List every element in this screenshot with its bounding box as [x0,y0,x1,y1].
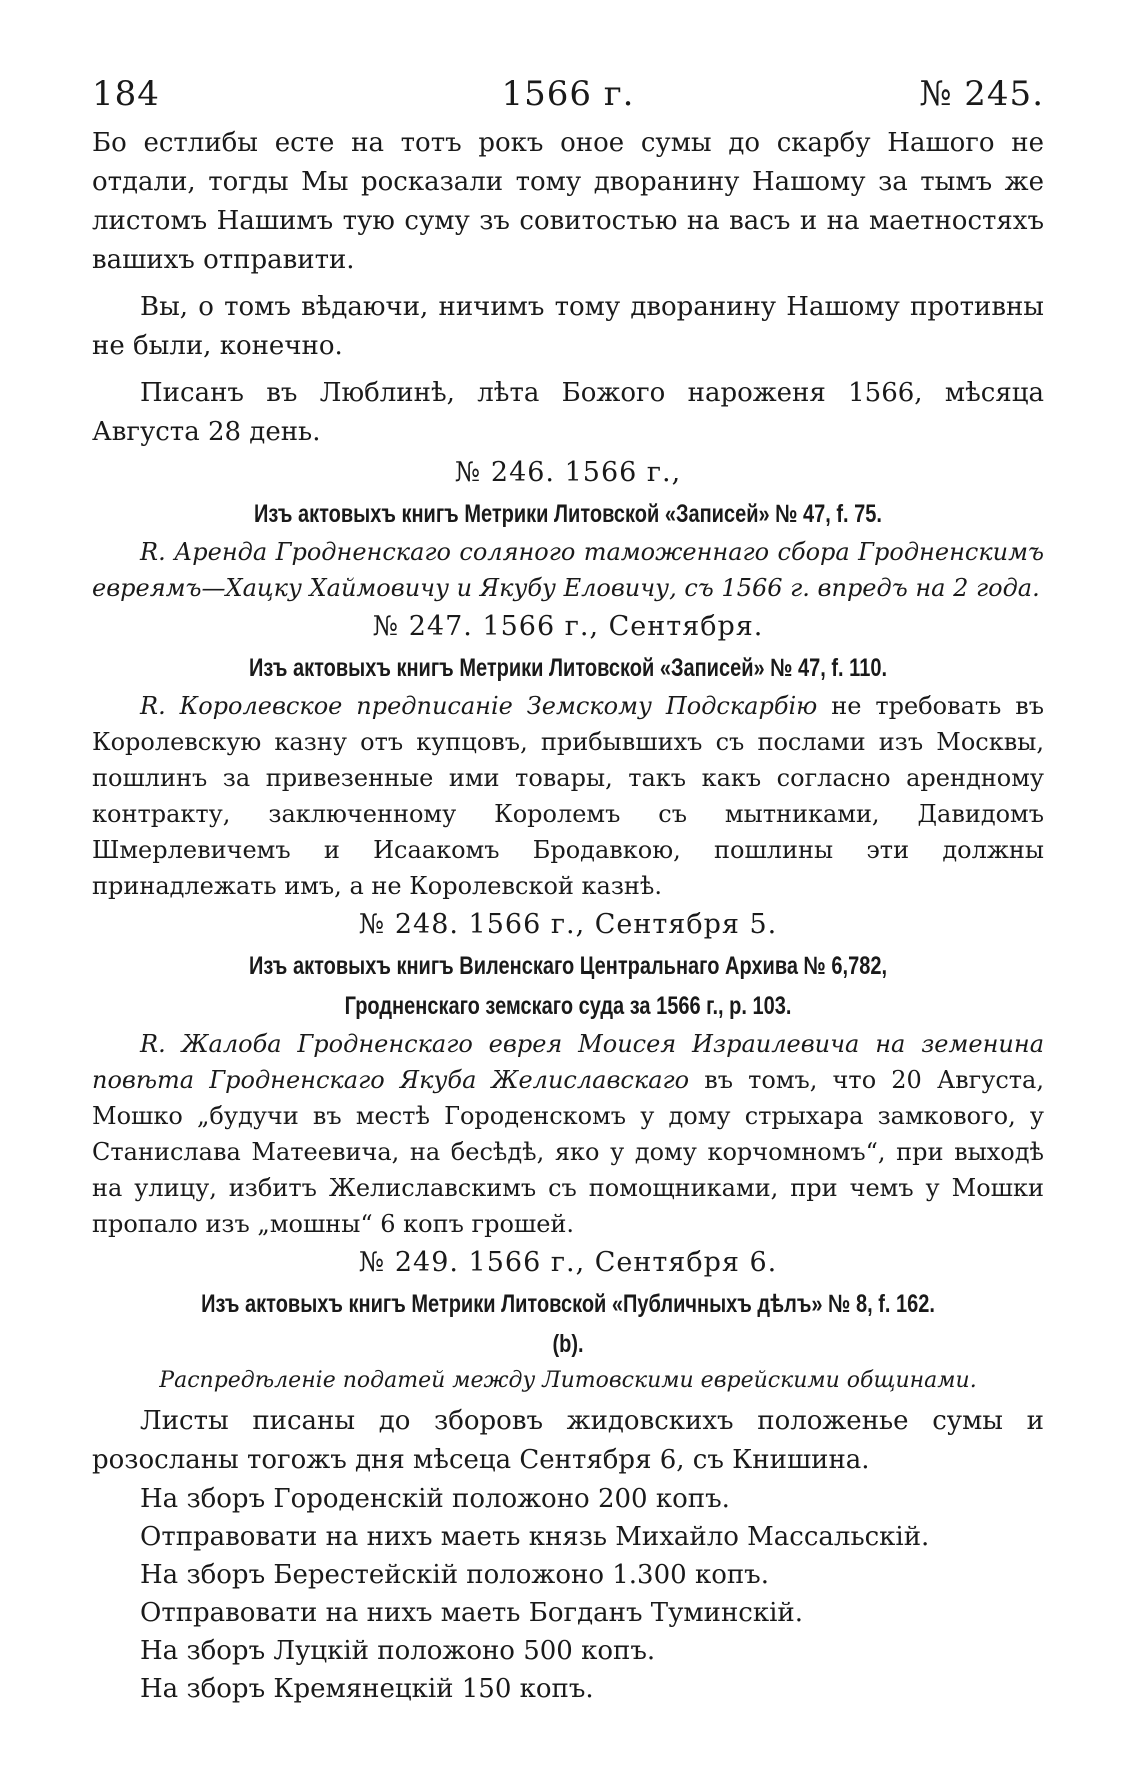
list-item: Отправовати на нихъ маеть князь Михайло Массальскій. [140,1522,930,1552]
doc248-regest-text: въ томъ, что 20 Августа, Мошко „будучи въ местѣ Городенскомъ у дому стрыхара замкового, у Станислава Матеевича, на бесѣдѣ, яко у дому корчомномъ“, при выходѣ на улицу, избитъ Желиславскимъ съ помощниками, при чемъ у Мошки пропало изъ „мошны“ 6 копъ грошей. [92,1066,1044,1238]
doc246-regest: R. Аренда Гродненскаго соляного таможеннаго сбора Гродненскимъ евреямъ—Хацку Хаймовичу и Якубу Еловичу, съ 1566 г. впредъ на 2 года. [92,538,1044,602]
doc248-regest [92,1026,1044,1242]
list-item: На зборъ Городенскій положоно 200 копъ. [140,1484,730,1514]
header-year: 1566 г. [501,74,635,114]
doc245-paragraph-1: Бо естлибы есте на тотъ рокъ оное сумы до скарбу Нашого не отдали, тогды Мы росказали тому дворанину Нашому за тымъ же листомъ Нашимъ тую суму зъ совитостью на васъ и на маетностяхъ вашихъ отправити. [92,128,1044,275]
doc249-source: Изъ актовыхъ книгъ Метрики Литовской «Публичныхъ дѣлъ» № 8, f. 162. (b). [201,1290,935,1358]
doc248-number: № 248. 1566 г., Сентября 5. [358,909,778,940]
doc247-source: Изъ актовыхъ книгъ Метрики Литовской «Записей» № 47, f. 110. [248,654,887,682]
document-page [92,74,1044,1708]
header-doc-number: № 245. [919,74,1044,114]
doc246-source: Изъ актовыхъ книгъ Метрики Литовской «Записей» № 47, f. 75. [253,500,882,528]
doc247-number: № 247. 1566 г., Сентября. [372,611,764,642]
list-item: На зборъ Кремянецкій 150 копъ. [140,1674,594,1704]
doc248-regest-italic: R. Жалоба Гродненскаго еврея Моисея Израилевича на земенина повѣта Гродненскаго Якуба Желиславскаго [92,1030,1044,1094]
list-item: На зборъ Берестейскій положоно 1.300 копъ. [140,1560,769,1590]
doc247-regest-italic: R. Королевское предписаніе Земскому Подскарбію [140,692,818,720]
doc249-list [92,1480,1044,1708]
doc249-paragraph: Листы писаны до зборовъ жидовскихъ положенье сумы и розосланы тогожъ дня мѣсеца Сентября 6, съ Книшина. [92,1406,1044,1475]
page-number: 184 [92,74,160,114]
doc248-source: Изъ актовыхъ книгъ Виленскаго Центральнаго Архива № 6,782, Гродненскаго земскаго суда за 1566 г., р. 103. [248,952,888,1020]
doc247-regest [92,688,1044,904]
doc245-paragraph-2: Вы, о томъ вѣдаючи, ничимъ тому дворанину Нашому противны не были, конечно. [92,292,1044,361]
doc246-number: № 246. 1566 г., [454,457,682,488]
doc249-subtitle: Распредѣленіе податей между Литовскими еврейскими общинами. [159,1368,977,1393]
page-header [92,74,1044,124]
list-item: На зборъ Луцкій положоно 500 копъ. [140,1636,656,1666]
list-item: Отправовати на нихъ маеть Богданъ Туминскій. [140,1598,803,1628]
doc247-regest-text: не требовать въ Королевскую казну отъ купцовъ, прибывшихъ съ послами изъ Москвы, пошлинъ за привезенные ими товары, такъ какъ согласно арендному контракту, заключенному Королемъ съ мытниками, Давидомъ Шмерлевичемъ и Исаакомъ Бродавкою, пошлины эти должны принадлежать имъ, а не Королевской казнѣ. [92,692,1044,900]
doc249-number: № 249. 1566 г., Сентября 6. [358,1247,778,1278]
doc245-paragraph-3: Писанъ въ Люблинѣ, лѣта Божого нароженя 1566, мѣсяца Августа 28 день. [92,378,1044,447]
